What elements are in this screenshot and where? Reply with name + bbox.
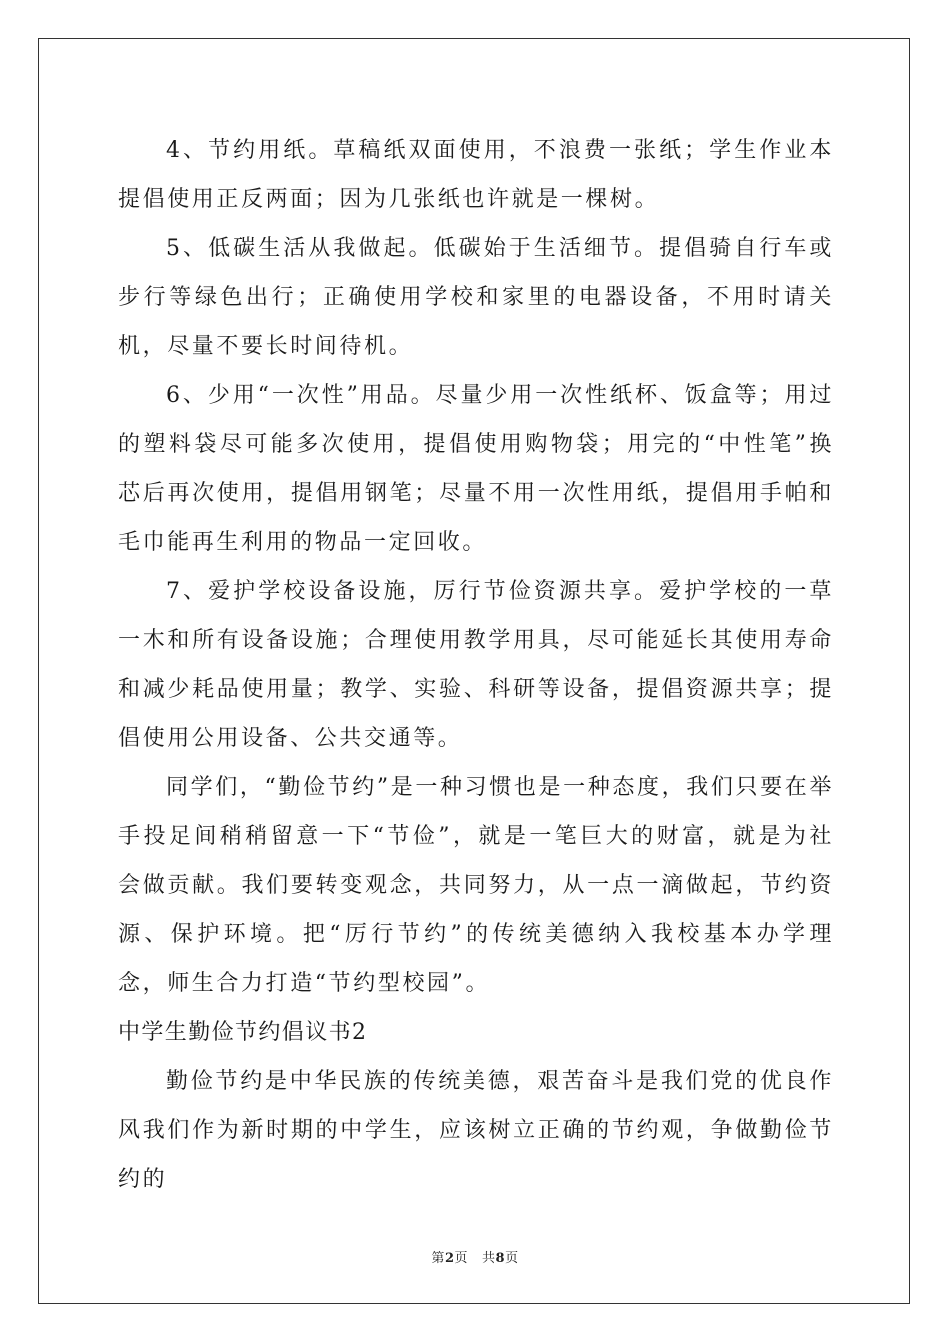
total-prefix: 共 [482, 1251, 496, 1266]
paragraph-item-6: 6、少用“一次性”用品。尽量少用一次性纸杯、饭盒等；用过的塑料袋尽可能多次使用，提倡使用购物袋；用完的“中性笔”换芯后再次使用，提倡用钢笔；尽量不用一次性用纸，提倡用手帕和毛巾能再生利用的物品一定回收。 [118, 383, 834, 555]
section-intro-paragraph: 勤俭节约是中华民族的传统美德，艰苦奋斗是我们党的优良作风我们作为新时期的中学生，应该树立正确的节约观，争做勤俭节约的 [118, 1069, 834, 1192]
section-title: 中学生勤俭节约倡议书2 [118, 1020, 368, 1045]
paragraph-item-7: 7、爱护学校设备设施，厉行节俭资源共享。爱护学校的一草一木和所有设备设施；合理使用教学用具，尽可能延长其使用寿命和减少耗品使用量；教学、实验、科研等设备，提倡资源共享；提倡使用公用设备、公共交通等。 [118, 579, 834, 751]
page-indicator [431, 1247, 468, 1266]
paragraph-item-5: 5、低碳生活从我做起。低碳始于生活细节。提倡骑自行车或步行等绿色出行；正确使用学校和家里的电器设备，不用时请关机，尽量不要长时间待机。 [118, 236, 834, 359]
page-suffix: 页 [454, 1251, 468, 1266]
page-footer [0, 1247, 950, 1266]
closing-paragraph: 同学们，“勤俭节约”是一种习惯也是一种态度，我们只要在举手投足间稍稍留意一下“节俭”，就是一笔巨大的财富，就是为社会做贡献。我们要转变观念，共同努力，从一点一滴做起，节约资源、保护环境。把“厉行节约”的传统美德纳入我校基本办学理念，师生合力打造“节约型校园”。 [118, 775, 834, 996]
total-suffix: 页 [505, 1251, 519, 1266]
paragraph-item-4: 4、节约用纸。草稿纸双面使用，不浪费一张纸；学生作业本提倡使用正反两面；因为几张纸也许就是一棵树。 [118, 138, 834, 212]
page-number: 2 [444, 1251, 455, 1266]
document-body [118, 126, 834, 1204]
total-pages-number: 8 [495, 1251, 506, 1266]
page-prefix: 第 [431, 1251, 445, 1266]
total-pages-indicator [482, 1247, 519, 1266]
